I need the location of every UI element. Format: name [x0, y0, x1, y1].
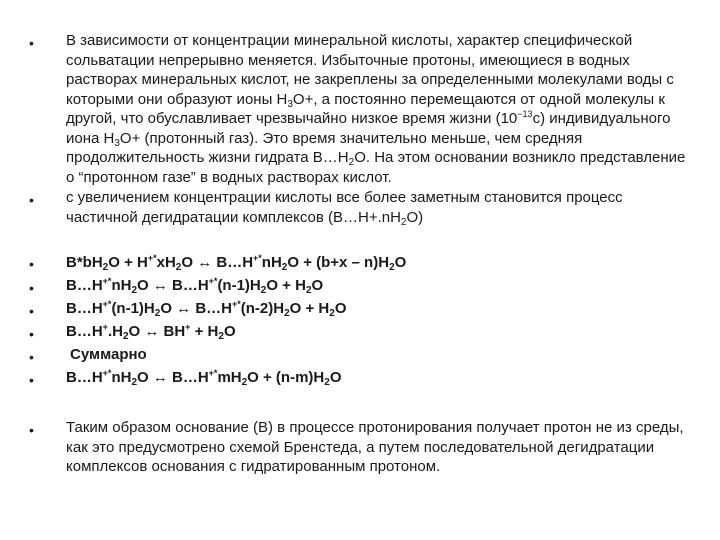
eq-text: O — [223, 323, 236, 340]
eq-sup: +* — [102, 368, 112, 378]
eq-text: (n-2)H — [240, 300, 285, 317]
eq-sub: 2 — [241, 377, 248, 388]
subscript: 3 — [287, 98, 293, 110]
eq-sup: + — [102, 322, 108, 332]
eq-sub: 2 — [329, 308, 335, 319]
eq-sub: 2 — [218, 331, 224, 342]
eq-text: Суммарно — [70, 346, 147, 363]
bullet-9: • — [29, 422, 34, 438]
text: O. На этом основании возникло представление о “протонном газе” в водных растворах кислот. — [66, 149, 686, 186]
superscript: −13 — [517, 109, 533, 119]
bullet-2: • — [29, 192, 34, 208]
eq-sup: +* — [232, 299, 241, 309]
eq-text: O + H — [266, 277, 306, 294]
eq-text: B…H — [66, 277, 103, 294]
subscript: 3 — [114, 137, 120, 149]
eq-sub: 2 — [284, 308, 290, 319]
eq-sub: 2 — [389, 262, 395, 273]
bullet-1: • — [29, 35, 34, 51]
text: с увеличением концентрации кислоты все более заметным становится процесс частичной дегидратации комплексов (B…H+.nH — [66, 189, 623, 226]
bullet-5: • — [29, 303, 34, 319]
eq-text: O + H — [108, 254, 148, 271]
eq-text: O + (n-m)H — [247, 369, 325, 386]
eq-sub: 2 — [324, 377, 330, 388]
equation-4 — [66, 322, 690, 341]
eq-text: B…H — [66, 369, 103, 386]
summary-label — [70, 345, 694, 364]
eq-text: O + H — [289, 300, 330, 317]
bullet-4: • — [29, 280, 34, 296]
eq-text: (n-1)H — [217, 277, 261, 294]
eq-text: nH — [111, 277, 132, 294]
paragraph-conclusion: Таким образом основание (B) в процессе протонирования получает протон не из среды, как это предусмотрено схемой Бренстеда, а путем последовательной дегидратации комплексов основания с гидратированным протоном. — [66, 419, 684, 475]
eq-text: B…H — [66, 323, 103, 340]
eq-sup: +* — [147, 253, 157, 263]
paragraph-dehydration — [66, 188, 690, 227]
text: O) — [406, 208, 424, 226]
eq-sub: 2 — [102, 262, 109, 273]
eq-sup: + — [185, 322, 191, 332]
equation-2 — [66, 276, 690, 295]
text: с) индивидуального иона H — [66, 110, 671, 147]
eq-text: + H — [190, 323, 219, 340]
eq-sup: +* — [208, 276, 218, 286]
eq-text: O — [394, 254, 407, 271]
eq-text: xH — [156, 254, 176, 271]
eq-text: B…H — [66, 300, 103, 317]
eq-sub: 2 — [281, 262, 288, 273]
eq-sub: 2 — [122, 331, 129, 342]
eq-text: (n-1)H — [111, 300, 155, 317]
eq-sub: 2 — [131, 285, 137, 296]
eq-text: O — [334, 300, 347, 317]
eq-sub: 2 — [154, 308, 161, 319]
subscript: 2 — [400, 216, 407, 228]
eq-sub: 2 — [305, 285, 312, 296]
eq-text: O ↔ B…H — [137, 369, 209, 386]
eq-sub: 2 — [131, 377, 137, 388]
bullet-8: • — [29, 372, 34, 388]
eq-text: O ↔ B…H — [137, 277, 209, 294]
eq-sup: +* — [102, 299, 112, 309]
eq-text: O — [311, 277, 324, 294]
subscript: 2 — [348, 157, 355, 168]
eq-sup: +* — [208, 368, 218, 378]
eq-sup: +* — [102, 276, 112, 286]
eq-sub: 2 — [260, 285, 267, 296]
eq-text: mH — [217, 369, 242, 386]
eq-text: B*bH — [66, 254, 103, 271]
eq-text: nH — [261, 254, 282, 271]
eq-text: O ↔ B…H — [160, 300, 232, 317]
equation-1 — [66, 253, 690, 272]
eq-text: nH — [111, 369, 132, 386]
eq-text: O ↔ BH — [128, 323, 186, 340]
bullet-7: • — [29, 349, 34, 365]
eq-sub: 2 — [175, 262, 182, 273]
text: O+, а постоянно перемещаются от одной молекулы к другой, что обуславливает чрезвычайно низкое время жизни (10 — [66, 90, 665, 127]
bullet-6: • — [29, 326, 34, 342]
eq-sup: +* — [253, 253, 262, 263]
equation-3 — [66, 299, 690, 318]
eq-text: O — [329, 369, 342, 386]
eq-text: O ↔ B…H — [181, 254, 254, 271]
eq-text: .H — [107, 323, 123, 340]
equation-total — [66, 368, 690, 387]
eq-text: O + (b+x – n)H — [287, 254, 390, 271]
text: В зависимости от концентрации минеральной кислоты, характер специфической сольватации непрерывно меняется. Избыточные протоны, имеющиеся в водных растворах минеральных кислот, не закреплены за определенными молекулами воды с которыми они образуют ионы H — [66, 32, 674, 108]
bullet-3: • — [29, 256, 34, 272]
paragraph-proton-gas — [66, 31, 690, 187]
text: O+ (протонный газ). Это время значительно меньше, чем средняя продолжительность жизни гидрата B…H — [66, 129, 583, 166]
